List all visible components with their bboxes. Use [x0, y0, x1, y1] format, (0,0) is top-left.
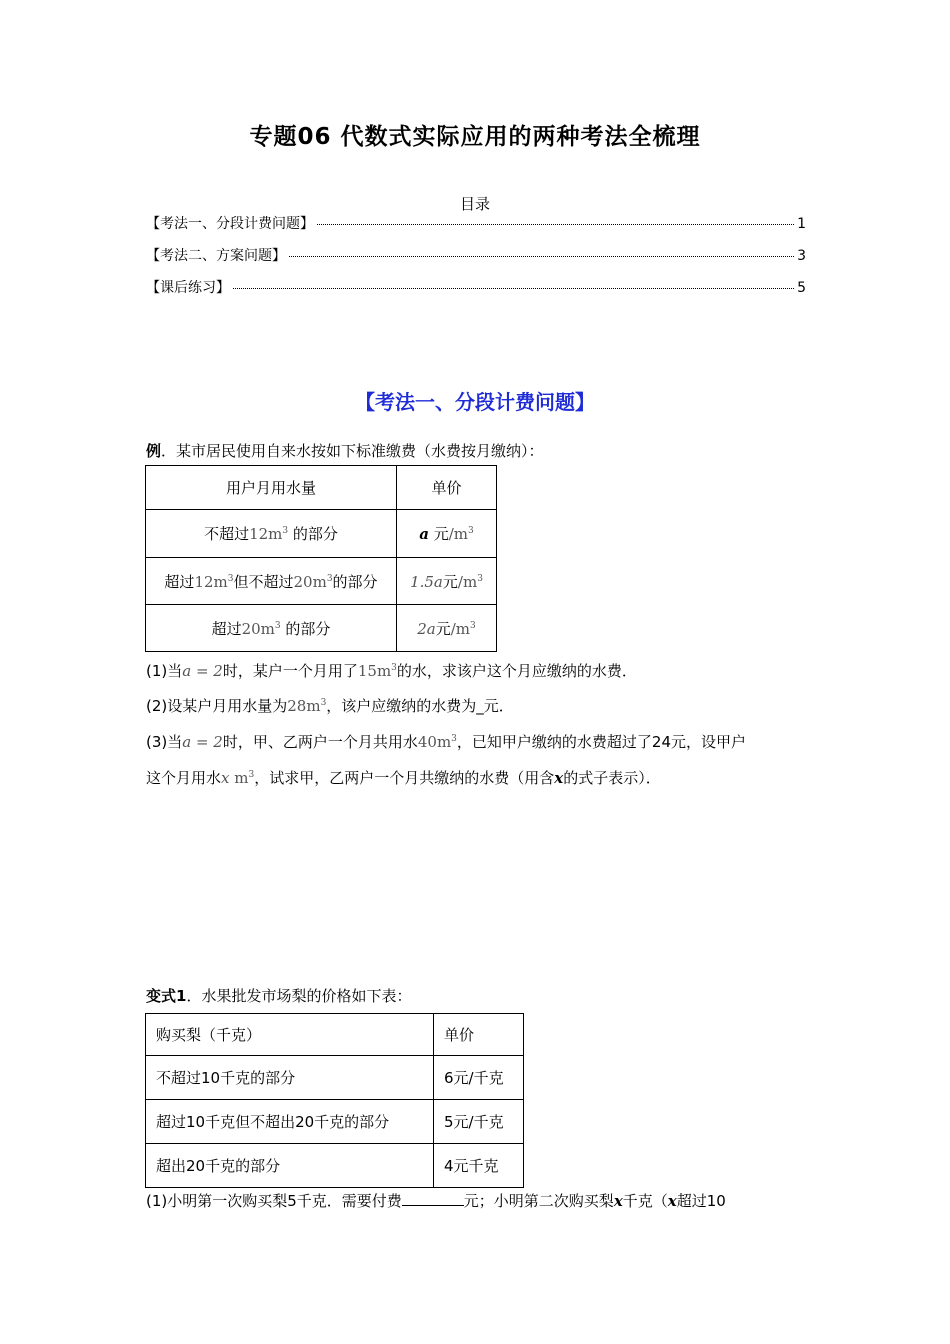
- table-row: [146, 1144, 524, 1188]
- toc-leader: [233, 288, 794, 289]
- table-row: [146, 1056, 524, 1100]
- question-3: (3)当a = 2时，甲、乙两户一个月共用水$40m^3$，已知甲户缴纳的水费超过了24元，设甲户: [146, 733, 746, 751]
- table-cell: 1.5a元$/m^3$: [397, 558, 497, 605]
- table-cell: 超过$20m^3$ 的部分: [146, 605, 397, 652]
- toc-item-label: 【考法二、方案问题】: [146, 248, 286, 264]
- toc-leader: [317, 224, 794, 225]
- table-cell: 超过10千克但不超出20千克的部分: [146, 1100, 434, 1144]
- water-price-table: [145, 465, 497, 652]
- table-cell: 超出20千克的部分: [146, 1144, 434, 1188]
- toc-item-page: 1: [797, 216, 806, 232]
- table-header: 单价: [397, 466, 497, 510]
- table-cell: a 元$/m^3$: [397, 510, 497, 558]
- toc-item-label: 【课后练习】: [146, 280, 230, 296]
- toc-item-page: 3: [797, 248, 806, 264]
- toc-leader: [289, 256, 794, 257]
- table-row: [146, 510, 497, 558]
- table-cell: 不超过$12m^3$ 的部分: [146, 510, 397, 558]
- question-3-line-2: 这个月用水x $m^3$，试求甲，乙两户一个月共缴纳的水费（用含x的式子表示）．: [146, 769, 661, 787]
- table-header: 单价: [434, 1014, 524, 1056]
- table-cell: 5元/千克: [434, 1100, 524, 1144]
- question-1: (1)当a = 2时，某户一个月用了$15m^3$的水，求该户这个月应缴纳的水费．: [146, 662, 637, 680]
- question-2: (2)设某户月用水量为$28m^3$，该户应缴纳的水费为_元．: [146, 697, 514, 715]
- table-row: [146, 1100, 524, 1144]
- section-heading: 【考法一、分段计费问题】: [355, 390, 595, 414]
- variant-intro: 变式1．水果批发市场梨的价格如下表：: [146, 987, 412, 1005]
- table-row: [146, 605, 497, 652]
- toc-item[interactable]: [146, 213, 806, 233]
- table-row: [146, 558, 497, 605]
- variant-label: 变式1: [146, 987, 187, 1005]
- table-cell: 超过$12m^3$但不超过$20m^3$的部分: [146, 558, 397, 605]
- toc-item[interactable]: [146, 277, 806, 297]
- answer-blank[interactable]: [402, 1191, 464, 1206]
- example-label: 例: [146, 442, 162, 460]
- example-intro: 例．某市居民使用自来水按如下标准缴费（水费按月缴纳）：: [146, 442, 544, 460]
- table-cell: 不超过10千克的部分: [146, 1056, 434, 1100]
- table-cell: 2a元$/m^3$: [397, 605, 497, 652]
- table-header: 用户月用水量: [146, 466, 397, 510]
- page-title: 专题06 代数式实际应用的两种考法全梳理: [249, 124, 701, 150]
- pear-price-table: [145, 1013, 524, 1188]
- table-cell: 6元/千克: [434, 1056, 524, 1100]
- toc-item-page: 5: [797, 280, 806, 296]
- table-header: 购买梨（千克）: [146, 1014, 434, 1056]
- toc-heading: 目录: [459, 195, 490, 213]
- toc-item-label: 【考法一、分段计费问题】: [146, 216, 314, 232]
- variant-question-1: (1)小明第一次购买梨5千克．需要付费 元；小明第二次购买梨x千克（x超过10: [146, 1192, 726, 1210]
- table-cell: 4元千克: [434, 1144, 524, 1188]
- toc-item[interactable]: [146, 245, 806, 265]
